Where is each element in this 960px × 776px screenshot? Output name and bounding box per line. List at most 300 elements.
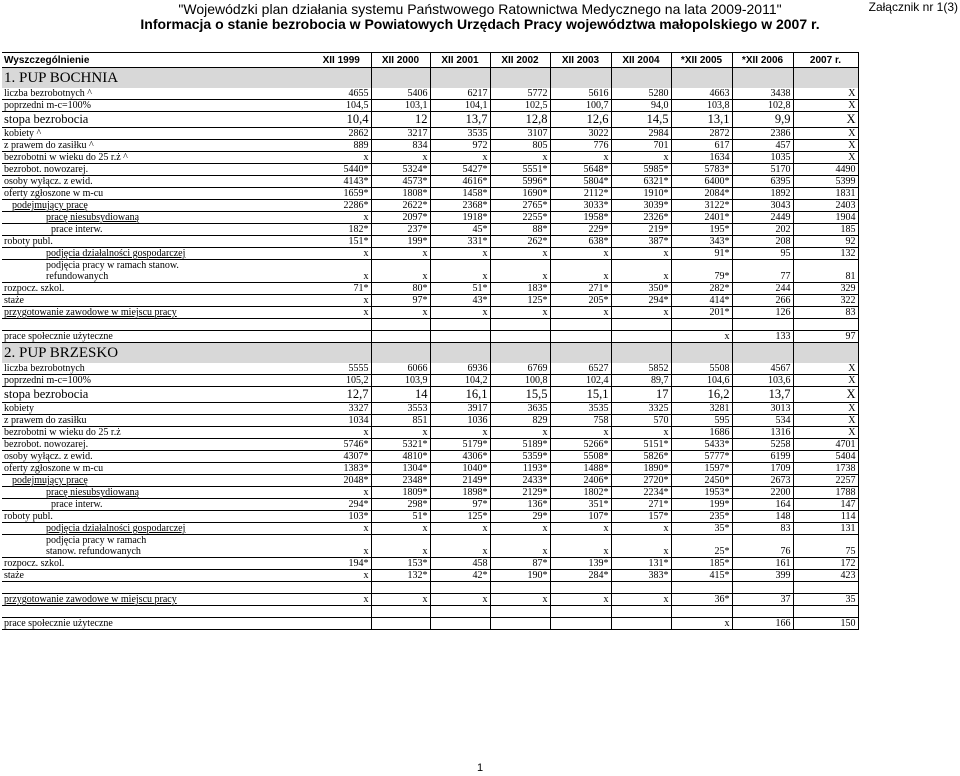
value-cell: x	[490, 307, 550, 319]
row-label-text: osoby wyłącz. z ewid.	[4, 451, 93, 462]
table-row	[2, 535, 858, 547]
value-cell: x	[550, 523, 611, 535]
column-header-year: *XII 2006	[732, 53, 793, 68]
value-cell: 3043	[732, 200, 793, 212]
row-label-text: staże	[4, 295, 24, 306]
value-cell: x	[611, 271, 671, 283]
section-header-cell	[732, 68, 793, 89]
value-cell: 97*	[371, 295, 430, 307]
value-cell: x	[430, 271, 490, 283]
value-cell: 5616	[550, 88, 611, 100]
value-cell: 100,7	[550, 100, 611, 112]
value-cell: 4307*	[312, 451, 371, 463]
value-cell	[312, 582, 371, 594]
value-cell: 3438	[732, 88, 793, 100]
row-label-text: podejmujący pracę	[12, 200, 88, 211]
value-cell: 51*	[371, 511, 430, 523]
value-cell: 3535	[430, 128, 490, 140]
value-cell: 100,8	[490, 375, 550, 387]
column-header-row	[2, 53, 858, 68]
value-cell	[371, 331, 430, 343]
value-cell: 399	[732, 570, 793, 582]
value-cell: x	[550, 546, 611, 558]
value-cell: 4663	[671, 88, 732, 100]
value-cell: 194*	[312, 558, 371, 570]
value-cell: 1686	[671, 427, 732, 439]
value-cell	[671, 319, 732, 331]
row-label	[2, 523, 312, 535]
section-header	[2, 343, 858, 364]
value-cell: 4701	[793, 439, 858, 451]
table-row	[2, 164, 858, 176]
row-label-text: roboty publ.	[4, 511, 53, 522]
value-cell: 3022	[550, 128, 611, 140]
value-cell: x	[430, 152, 490, 164]
table-row	[2, 511, 858, 523]
value-cell: 45*	[430, 224, 490, 236]
value-cell: 1690*	[490, 188, 550, 200]
value-cell: 51*	[430, 283, 490, 295]
row-label-text: prace interw.	[51, 499, 103, 510]
table-row	[2, 546, 858, 558]
value-cell: 1488*	[550, 463, 611, 475]
value-cell	[671, 606, 732, 618]
value-cell: 294*	[611, 295, 671, 307]
section-header-cell	[312, 68, 371, 89]
row-label-text: z prawem do zasiłku ^	[4, 140, 94, 151]
value-cell: 148	[732, 511, 793, 523]
value-cell: 2401*	[671, 212, 732, 224]
value-cell: 2433*	[490, 475, 550, 487]
value-cell: 237*	[371, 224, 430, 236]
value-cell: 2326*	[611, 212, 671, 224]
value-cell: 42*	[430, 570, 490, 582]
value-cell: 2720*	[611, 475, 671, 487]
row-label	[2, 200, 312, 212]
value-cell: 294*	[312, 499, 371, 511]
row-label-text: rozpocz. szkol.	[4, 283, 65, 294]
value-cell: x	[312, 570, 371, 582]
value-cell: x	[312, 271, 371, 283]
value-cell: x	[312, 152, 371, 164]
section-header-cell	[550, 68, 611, 89]
row-label	[2, 415, 312, 427]
section-header	[2, 68, 858, 89]
value-cell: 83	[732, 523, 793, 535]
value-cell: 2286*	[312, 200, 371, 212]
row-label	[2, 463, 312, 475]
value-cell: x	[430, 523, 490, 535]
row-label-text: stopa bezrobocia	[4, 112, 89, 126]
value-cell: 139*	[550, 558, 611, 570]
table-row	[2, 283, 858, 295]
value-cell: 35*	[671, 523, 732, 535]
value-cell: 282*	[671, 283, 732, 295]
value-cell	[671, 535, 732, 547]
value-cell: 4616*	[430, 176, 490, 188]
row-label	[2, 427, 312, 439]
value-cell	[430, 582, 490, 594]
value-cell: x	[430, 594, 490, 606]
value-cell: x	[611, 427, 671, 439]
value-cell: 83	[793, 307, 858, 319]
row-label	[2, 511, 312, 523]
section-header-cell	[793, 343, 858, 364]
column-header-year: XII 2000	[371, 53, 430, 68]
value-cell: 202	[732, 224, 793, 236]
value-cell	[732, 582, 793, 594]
table-row	[2, 271, 858, 283]
value-cell: 3553	[371, 403, 430, 415]
value-cell: 12	[371, 112, 430, 128]
value-cell: 351*	[550, 499, 611, 511]
value-cell	[793, 535, 858, 547]
value-cell: x	[371, 271, 430, 283]
value-cell: 229*	[550, 224, 611, 236]
value-cell: 12,8	[490, 112, 550, 128]
value-cell: x	[430, 248, 490, 260]
value-cell: 5179*	[430, 439, 490, 451]
value-cell: x	[550, 427, 611, 439]
value-cell	[550, 331, 611, 343]
value-cell: x	[371, 307, 430, 319]
value-cell	[611, 618, 671, 630]
table-row	[2, 375, 858, 387]
value-cell: 166	[732, 618, 793, 630]
value-cell: 97	[793, 331, 858, 343]
value-cell: x	[490, 427, 550, 439]
row-label	[2, 260, 312, 272]
value-cell: 3013	[732, 403, 793, 415]
value-cell	[312, 606, 371, 618]
value-cell	[671, 582, 732, 594]
value-cell	[732, 319, 793, 331]
value-cell	[550, 535, 611, 547]
value-cell: 199*	[371, 236, 430, 248]
table-row	[2, 295, 858, 307]
value-cell: 199*	[671, 499, 732, 511]
value-cell: 150	[793, 618, 858, 630]
row-label-text: refundowanych	[46, 271, 109, 282]
row-label-text: podjęcia pracy w ramach stanow.	[46, 260, 179, 271]
row-label-text: przygotowanie zawodowe w miejscu pracy	[4, 307, 177, 318]
value-cell: 1709	[732, 463, 793, 475]
row-label	[2, 224, 312, 236]
table-row	[2, 451, 858, 463]
row-label-text: pracę niesubsydiowaną	[46, 487, 140, 498]
table-row	[2, 487, 858, 499]
value-cell: 3325	[611, 403, 671, 415]
value-cell: 107*	[550, 511, 611, 523]
value-cell: 102,8	[732, 100, 793, 112]
row-label-text: bezrobot. nowozarej.	[4, 164, 89, 175]
row-label-text: liczba bezrobotnych ^	[4, 88, 92, 99]
value-cell: 829	[490, 415, 550, 427]
value-cell: 3535	[550, 403, 611, 415]
value-cell: 5508*	[550, 451, 611, 463]
value-cell: 2112*	[550, 188, 611, 200]
section-header-cell	[430, 68, 490, 89]
row-label-text: stopa bezrobocia	[4, 387, 89, 401]
value-cell	[371, 582, 430, 594]
table-row	[2, 152, 858, 164]
value-cell: 88*	[490, 224, 550, 236]
value-cell: 105,2	[312, 375, 371, 387]
value-cell: 2449	[732, 212, 793, 224]
value-cell: 4573*	[371, 176, 430, 188]
row-label	[2, 331, 312, 343]
value-cell: X	[793, 415, 858, 427]
value-cell: 103,6	[732, 375, 793, 387]
value-cell: 3635	[490, 403, 550, 415]
value-cell: 81	[793, 271, 858, 283]
value-cell: 103,9	[371, 375, 430, 387]
value-cell	[793, 260, 858, 272]
value-cell: 5772	[490, 88, 550, 100]
value-cell: 1890*	[611, 463, 671, 475]
value-cell	[371, 618, 430, 630]
value-cell	[430, 618, 490, 630]
value-cell: 6395	[732, 176, 793, 188]
value-cell	[430, 606, 490, 618]
value-cell	[611, 260, 671, 272]
value-cell: 262*	[490, 236, 550, 248]
value-cell: 89,7	[611, 375, 671, 387]
value-cell: x	[371, 427, 430, 439]
value-cell: 570	[611, 415, 671, 427]
value-cell: 5826*	[611, 451, 671, 463]
row-label-text: roboty publ.	[4, 236, 53, 247]
value-cell: 834	[371, 140, 430, 152]
value-cell: 6936	[430, 363, 490, 375]
value-cell: 2403	[793, 200, 858, 212]
table-row	[2, 212, 858, 224]
column-header-year: XII 2002	[490, 53, 550, 68]
value-cell: 5648*	[550, 164, 611, 176]
value-cell: 1788	[793, 487, 858, 499]
value-cell: 2450*	[671, 475, 732, 487]
value-cell: 16,2	[671, 387, 732, 403]
value-cell: 383*	[611, 570, 671, 582]
value-cell: x	[490, 271, 550, 283]
value-cell: x	[490, 248, 550, 260]
table-row	[2, 387, 858, 403]
value-cell: 125*	[430, 511, 490, 523]
row-label	[2, 100, 312, 112]
table-row	[2, 176, 858, 188]
value-cell: 5551*	[490, 164, 550, 176]
value-cell: 36*	[671, 594, 732, 606]
value-cell: x	[430, 546, 490, 558]
value-cell: 76	[732, 546, 793, 558]
value-cell: x	[550, 152, 611, 164]
row-label	[2, 451, 312, 463]
value-cell: 5508	[671, 363, 732, 375]
value-cell: x	[550, 248, 611, 260]
value-cell: 2084*	[671, 188, 732, 200]
section-title: 2. PUP BRZESKO	[2, 343, 312, 364]
value-cell: 80*	[371, 283, 430, 295]
value-cell: 343*	[671, 236, 732, 248]
column-header-year: XII 2004	[611, 53, 671, 68]
value-cell: 12,6	[550, 112, 611, 128]
value-cell	[430, 535, 490, 547]
row-label-text: podejmujący pracę	[12, 475, 88, 486]
table-row	[2, 427, 858, 439]
value-cell: 972	[430, 140, 490, 152]
value-cell: 2984	[611, 128, 671, 140]
row-label-text: stanow. refundowanych	[46, 546, 141, 557]
row-label-text: prace społecznie użyteczne	[4, 331, 113, 342]
value-cell: 5777*	[671, 451, 732, 463]
row-label-text: oferty zgłoszone w m-cu	[4, 188, 104, 199]
section-header-cell	[671, 68, 732, 89]
value-cell: 15,5	[490, 387, 550, 403]
value-cell: 5406	[371, 88, 430, 100]
value-cell: 5433*	[671, 439, 732, 451]
row-label-text: kobiety	[4, 403, 34, 414]
value-cell: 5996*	[490, 176, 550, 188]
row-label	[2, 88, 312, 100]
value-cell	[611, 331, 671, 343]
value-cell	[550, 260, 611, 272]
row-label-text: przygotowanie zawodowe w miejscu pracy	[4, 594, 177, 605]
value-cell	[793, 582, 858, 594]
value-cell: 95	[732, 248, 793, 260]
value-cell: 3327	[312, 403, 371, 415]
value-cell: 151*	[312, 236, 371, 248]
value-cell: x	[611, 152, 671, 164]
row-label	[2, 283, 312, 295]
table-row	[2, 606, 858, 618]
row-label-text: prace społecznie użyteczne	[4, 618, 113, 629]
value-cell: 5555	[312, 363, 371, 375]
value-cell: x	[312, 487, 371, 499]
value-cell: 2386	[732, 128, 793, 140]
section-header-cell	[490, 343, 550, 364]
value-cell: x	[671, 331, 732, 343]
value-cell: 1918*	[430, 212, 490, 224]
row-label	[2, 582, 312, 594]
value-cell	[732, 260, 793, 272]
column-header-year: 2007 r.	[793, 53, 858, 68]
value-cell: x	[490, 546, 550, 558]
value-cell: 457	[732, 140, 793, 152]
value-cell: 1316	[732, 427, 793, 439]
row-label	[2, 140, 312, 152]
value-cell: 1634	[671, 152, 732, 164]
value-cell	[490, 260, 550, 272]
value-cell: x	[371, 152, 430, 164]
value-cell: 5170	[732, 164, 793, 176]
value-cell: X	[793, 100, 858, 112]
value-cell: 1831	[793, 188, 858, 200]
value-cell: 153*	[371, 558, 430, 570]
document-subtitle: Informacja o stanie bezrobocia w Powiatowych Urzędach Pracy województwa małopolskiego w 2007 r.	[140, 16, 820, 32]
section-header-cell	[611, 68, 671, 89]
row-label	[2, 558, 312, 570]
value-cell	[490, 618, 550, 630]
value-cell	[732, 606, 793, 618]
value-cell: 126	[732, 307, 793, 319]
value-cell	[430, 319, 490, 331]
table-row	[2, 260, 858, 272]
table-row	[2, 499, 858, 511]
section-header-cell	[371, 68, 430, 89]
row-label	[2, 618, 312, 630]
row-label	[2, 295, 312, 307]
value-cell: 14,5	[611, 112, 671, 128]
value-cell: 2368*	[430, 200, 490, 212]
value-cell: x	[371, 523, 430, 535]
value-cell: x	[312, 295, 371, 307]
row-label-text: bezrobot. nowozarej.	[4, 439, 89, 450]
row-label-text: prace interw.	[51, 224, 103, 235]
value-cell: 5440*	[312, 164, 371, 176]
value-cell: x	[490, 152, 550, 164]
row-label	[2, 570, 312, 582]
value-cell: x	[312, 212, 371, 224]
value-cell: 1034	[312, 415, 371, 427]
row-label	[2, 236, 312, 248]
value-cell	[550, 618, 611, 630]
value-cell: 103*	[312, 511, 371, 523]
table-row	[2, 112, 858, 128]
table-row	[2, 582, 858, 594]
value-cell: 3039*	[611, 200, 671, 212]
value-cell: X	[793, 375, 858, 387]
value-cell: 266	[732, 295, 793, 307]
value-cell: 1040*	[430, 463, 490, 475]
annex-label: Załącznik nr 1(3)	[868, 0, 958, 14]
value-cell: 133	[732, 331, 793, 343]
value-cell: 103,8	[671, 100, 732, 112]
value-cell: 5324*	[371, 164, 430, 176]
row-label	[2, 475, 312, 487]
value-cell: x	[312, 523, 371, 535]
document-title: "Wojewódzki plan działania systemu Państwowego Ratownictwa Medycznego na lata 2009-2011"	[178, 1, 782, 17]
value-cell: 13,1	[671, 112, 732, 128]
value-cell	[430, 260, 490, 272]
value-cell: 3217	[371, 128, 430, 140]
value-cell: 132	[793, 248, 858, 260]
value-cell: 147	[793, 499, 858, 511]
value-cell: 244	[732, 283, 793, 295]
table-row	[2, 618, 858, 630]
section-header-cell	[611, 343, 671, 364]
value-cell: 3917	[430, 403, 490, 415]
value-cell: 15,1	[550, 387, 611, 403]
value-cell: 87*	[490, 558, 550, 570]
value-cell: 284*	[550, 570, 611, 582]
value-cell	[490, 331, 550, 343]
value-cell: 638*	[550, 236, 611, 248]
value-cell: X	[793, 112, 858, 128]
value-cell: 1458*	[430, 188, 490, 200]
row-label-text: osoby wyłącz. z ewid.	[4, 176, 93, 187]
value-cell: 889	[312, 140, 371, 152]
section-header-cell	[671, 343, 732, 364]
value-cell: 2257	[793, 475, 858, 487]
value-cell: 183*	[490, 283, 550, 295]
value-cell: x	[671, 618, 732, 630]
value-cell: 5258	[732, 439, 793, 451]
table-row	[2, 307, 858, 319]
value-cell: 219*	[611, 224, 671, 236]
row-label	[2, 403, 312, 415]
value-cell	[793, 606, 858, 618]
table-row	[2, 236, 858, 248]
